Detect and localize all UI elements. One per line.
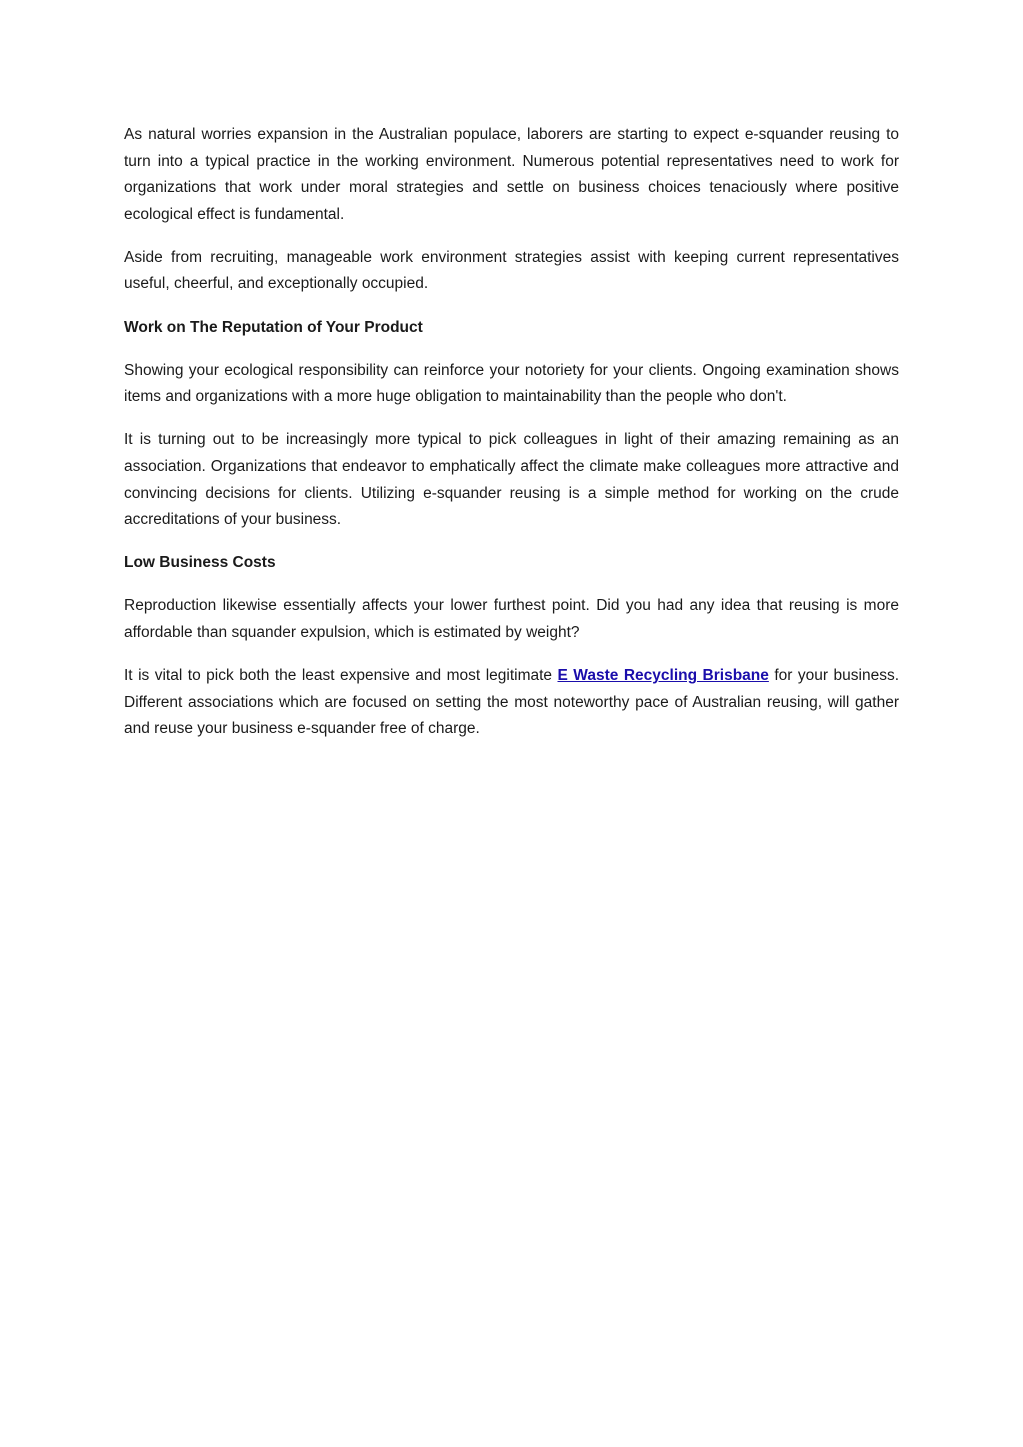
paragraph-reproduction: Reproduction likewise essentially affects your lower furthest point. Did you had any idea that reusing is more affordable than squander expulsion, which is estimated by weight? bbox=[124, 597, 899, 641]
paragraph-colleagues: It is turning out to be increasingly more typical to pick colleagues in light of their amazing remaining as an association. Organizations that endeavor to emphatically affect the climate make colleagues more attractive and convincing decisions for clients. Utilizing e-squander reusing is a simple method for working on the crude accreditations of your business. bbox=[124, 431, 899, 529]
document-page bbox=[124, 122, 899, 759]
section-heading-costs: Low Business Costs bbox=[124, 554, 276, 572]
e-waste-recycling-link[interactable]: E Waste Recycling Brisbane bbox=[557, 667, 769, 684]
paragraph-text-before-link: It is vital to pick both the least expensive and most legitimate bbox=[124, 667, 558, 684]
paragraph-text-after-link: for your business. Different associations which are focused on setting the most noteworthy pace of Australian reusing, will gather and reuse your business e-squander free of charge. bbox=[124, 667, 899, 738]
paragraph-recycling-link bbox=[124, 663, 899, 743]
paragraph-recruiting: Aside from recruiting, manageable work environment strategies assist with keeping current representatives useful, cheerful, and exceptionally occupied. bbox=[124, 248, 899, 293]
paragraph-ecological-responsibility: Showing your ecological responsibility can reinforce your notoriety for your clients. Ongoing examination shows items and organizations with a more huge obligation to maintainability than the people who don't. bbox=[124, 361, 899, 406]
section-heading-reputation: Work on The Reputation of Your Product bbox=[124, 318, 423, 336]
paragraph-intro: As natural worries expansion in the Australian populace, laborers are starting to expect e-squander reusing to turn into a typical practice in the working environment. Numerous potential representatives need to work for organizations that work under moral strategies and settle on business choices tenaciously where positive ecological effect is fundamental. bbox=[124, 126, 899, 223]
